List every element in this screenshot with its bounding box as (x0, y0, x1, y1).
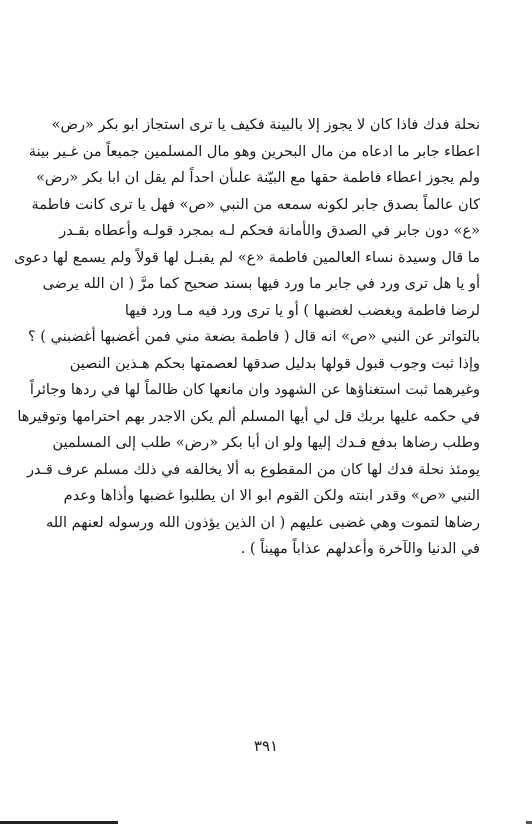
text-line: «ع» دون جابر في الصدق والأمانة فحكم لـه بمجرد قولـه وأعطاه بقـدر (59, 223, 480, 239)
text-line: وإذا ثبت وجوب قبول قولها بدليل صدقها لعصمتها بحكم هـذين النصين (69, 355, 480, 372)
text-line: يومئذ نحلة فدك لها كان من المقطوع به ألا يخالفه في ذلك مسلم عرف قـدر (27, 461, 480, 478)
text-line: اعطاء جابر ما ادعاه من مال البحرين وهو مال المسلمين جميعاً من غـير بينة (28, 143, 480, 160)
text-line: النبي «ص» وقدر ابنته ولكن القوم ابو الا ان يطلبوا غضبها وأذاها وعدم (63, 488, 480, 504)
text-line: وغيرهما ثبت استغناؤها عن الشهود وان مانعها كان ظالماً لها في ردها وجائراً (29, 382, 480, 398)
page-number: ٣٩١ (253, 737, 279, 755)
text-line: في حكمه عليها بربك قل لي أيها المسلم ألم يكن الاجدر بهم احترامها وتوقيرها (17, 408, 480, 425)
text-line: نحلة فدك فاذا كان لا يجوز إلا بالبينة فكيف يا ترى استجاز ابو بكر «رض» (51, 117, 480, 133)
text-line: كان عالماً بصدق جابر لكونه سمعه من النبي «ص» فهل يا ترى كانت فاطمة (31, 196, 480, 213)
text-line: في الدنيا والآخرة وأعدلهم عذاباً مهيناً ) . (240, 541, 480, 557)
text-line: بالتواتر عن النبي «ص» انه قال ( فاطمة بضعة مني فمن أغضبها أغضبني ) ؟ (28, 329, 480, 345)
text-line: وطلب رضاها بدفع فـدك إليها ولو ان أبا بكر «رض» طلب إلى المسلمين (52, 435, 480, 451)
body-text (14, 112, 480, 563)
text-line: أو يا هل ترى ورد في جابر ما ورد فيها بسند صحيح كما مرَّ ( ان الله يرضى (42, 276, 480, 292)
text-line: رضاها لتموت وهي غضبى عليهم ( ان الذين يؤذون الله ورسوله لعنهم الله (45, 514, 480, 531)
text-line: لرضا فاطمة ويغضب لغضبها ) أو يا ترى ورد فيه مـا ورد فيها (124, 302, 480, 319)
text-line: ما قال وسيدة نساء العالمين فاطمة «ع» لم يقبـل لها قولاً ولم يسمع لها دعوى (14, 249, 480, 266)
text-line: ولم يجوز اعطاء فاطمة حقها مع البيّنة علىأن احداً لم يقل ان ابا بكر «رض» (36, 170, 480, 186)
